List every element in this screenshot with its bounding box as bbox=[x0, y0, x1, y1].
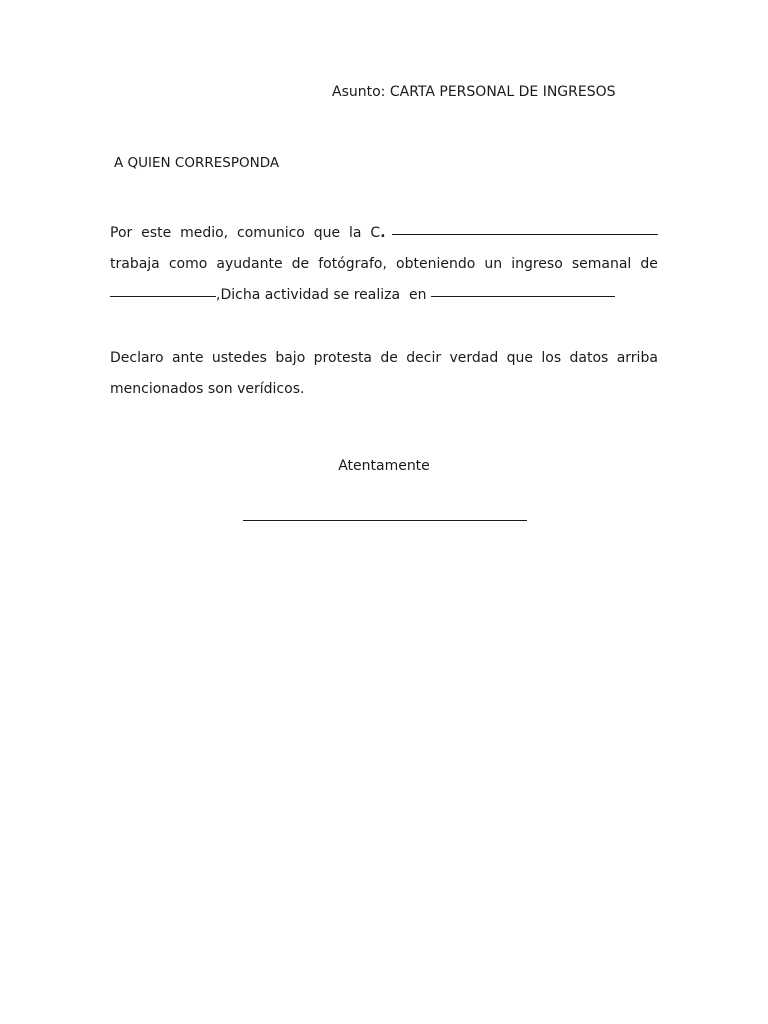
name-blank[interactable] bbox=[392, 220, 658, 235]
activity-text: ,Dicha actividad se realiza en bbox=[216, 287, 427, 303]
word: obteniendo bbox=[396, 256, 476, 272]
paragraph-line bbox=[110, 374, 658, 405]
salutation: A QUIEN CORRESPONDA bbox=[114, 155, 280, 171]
closing-text: Atentamente bbox=[338, 458, 430, 474]
word: trabaja bbox=[110, 256, 160, 272]
word: Por bbox=[110, 225, 133, 241]
word: ustedes bbox=[211, 350, 267, 366]
word: que bbox=[313, 225, 341, 241]
word: verdad bbox=[449, 350, 499, 366]
signature-line[interactable] bbox=[243, 506, 527, 521]
word: protesta bbox=[313, 350, 373, 366]
word: Declaro bbox=[110, 350, 164, 366]
word: de bbox=[380, 350, 398, 366]
word: bajo bbox=[275, 350, 306, 366]
word: este bbox=[141, 225, 172, 241]
word: de bbox=[291, 256, 310, 272]
word: los bbox=[541, 350, 562, 366]
paragraph-income bbox=[110, 218, 658, 311]
word: medio, bbox=[180, 225, 229, 241]
word: arriba bbox=[616, 350, 658, 366]
word: C bbox=[370, 225, 381, 241]
subject-line bbox=[332, 84, 672, 100]
declaration-end: mencionados son verídicos. bbox=[110, 381, 305, 397]
amount-blank[interactable] bbox=[110, 282, 216, 297]
word: de bbox=[640, 256, 658, 272]
word: como bbox=[168, 256, 208, 272]
word: comunico bbox=[237, 225, 305, 241]
word: un bbox=[484, 256, 503, 272]
paragraph-line bbox=[110, 343, 658, 374]
word: datos bbox=[569, 350, 609, 366]
word: la bbox=[349, 225, 362, 241]
paragraph-line bbox=[110, 280, 658, 311]
word: fotógrafo, bbox=[318, 256, 387, 272]
word: ingreso bbox=[511, 256, 563, 272]
word: que bbox=[506, 350, 533, 366]
paragraph-line bbox=[110, 249, 658, 280]
word: . bbox=[380, 225, 386, 241]
word: ante bbox=[171, 350, 204, 366]
paragraph-declaration bbox=[110, 343, 658, 405]
closing bbox=[0, 458, 768, 474]
subject-text: CARTA PERSONAL DE INGRESOS bbox=[389, 84, 616, 100]
word: decir bbox=[406, 350, 442, 366]
paragraph-line bbox=[110, 218, 658, 249]
subject-label: Asunto: bbox=[332, 84, 386, 100]
location-blank[interactable] bbox=[431, 282, 615, 297]
word: semanal bbox=[571, 256, 632, 272]
word: ayudante bbox=[216, 256, 283, 272]
